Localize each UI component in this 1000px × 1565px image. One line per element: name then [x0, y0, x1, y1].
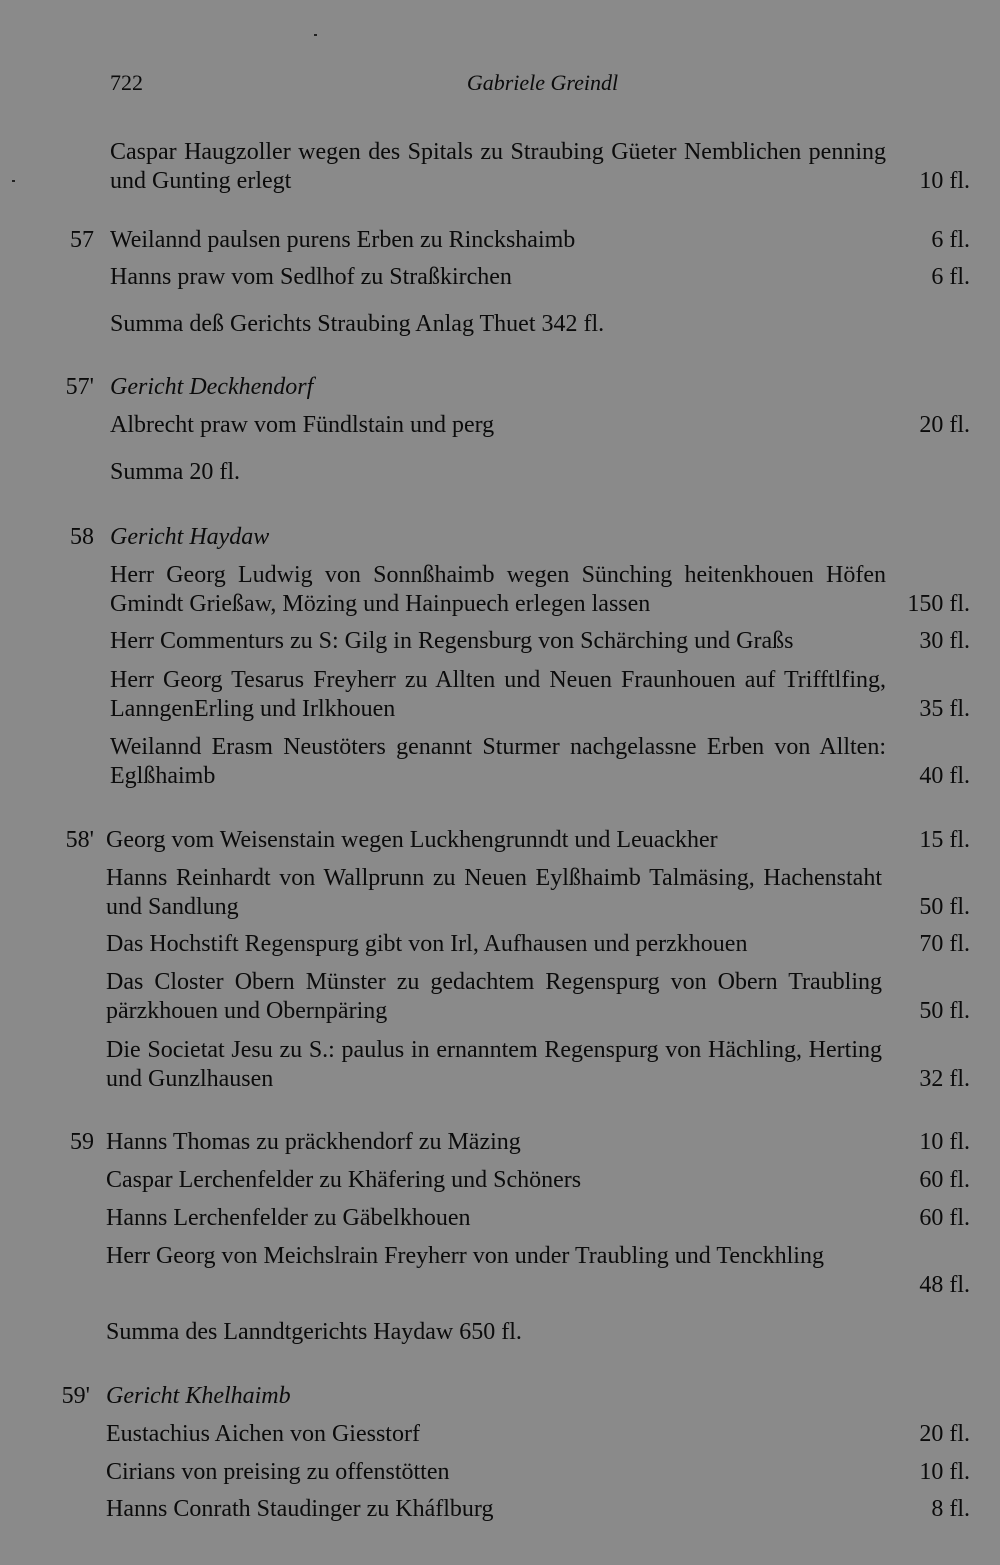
entry-amount: 20 fl. [919, 412, 970, 438]
entry-text: Herr Georg Tesarus Freyherr zu Allten und Neuen Fraunhouen auf Trifftlfing, LanngenErling und Irlkhouen [110, 667, 886, 722]
entry-amount: 15 fl. [919, 827, 970, 853]
entry-amount: 32 fl. [919, 1066, 970, 1092]
entry-text: Caspar Haugzoller wegen des Spitals zu Straubing Güeter Nemblichen penning und Gunting erlegt [110, 139, 886, 194]
entry-amount: 48 fl. [919, 1272, 970, 1298]
entry-amount: 10 fl. [919, 168, 970, 194]
entry-text: Cirians von preising zu offenstötten [106, 1459, 450, 1485]
entry-text: Herr Commenturs zu S: Gilg in Regensburg von Schärching und Graßs [110, 628, 794, 654]
entry-number: 57' [65, 374, 94, 400]
entry-text: Hanns Conrath Staudinger zu Kháflburg [106, 1496, 494, 1522]
entry-text: Weilannd paulsen purens Erben zu Rinckshaimb [110, 227, 576, 253]
section-title: Gericht Khelhaimb [106, 1383, 291, 1409]
entry-amount: 60 fl. [919, 1167, 970, 1193]
entry-text: Hanns praw vom Sedlhof zu Straßkirchen [110, 264, 512, 290]
entry-amount: 30 fl. [919, 628, 970, 654]
entry-number: 57 [70, 227, 94, 253]
entry-amount: 50 fl. [919, 894, 970, 920]
entry-text: Caspar Lerchenfelder zu Khäfering und Schöners [106, 1167, 582, 1193]
entry-amount: 35 fl. [919, 696, 970, 722]
entry-amount: 70 fl. [919, 931, 970, 957]
entry-number: 59 [70, 1129, 94, 1155]
entry-amount: 40 fl. [919, 763, 970, 789]
entry-amount: 6 fl. [931, 227, 970, 253]
running-head: Gabriele Greindl [466, 70, 619, 95]
summary-text: Summa 20 fl. [110, 459, 240, 485]
entry-text: Albrecht praw vom Fündlstain und perg [110, 412, 495, 438]
entry-amount: 10 fl. [919, 1459, 970, 1485]
entry-text: Weilannd Erasm Neustöters genannt Sturmer nachgelassne Erben von Allten: Eglßhaimb [110, 734, 886, 789]
entry-text: Die Societat Jesu zu S.: paulus in ernanntem Regenspurg von Hächling, Herting und Gunzlhausen [106, 1037, 882, 1092]
entry-text: Das Closter Obern Münster zu gedachtem Regenspurg von Obern Traubling pärzkhouen und Obernpäring [106, 969, 882, 1024]
entry-amount: 150 fl. [907, 591, 970, 617]
entry-amount: 20 fl. [919, 1421, 970, 1447]
section-title: Gericht Haydaw [110, 524, 270, 550]
entry-amount: 6 fl. [931, 264, 970, 290]
entry-amount: 60 fl. [919, 1205, 970, 1231]
entry-text: Hanns Thomas zu präckhendorf zu Mäzing [106, 1129, 521, 1155]
page-header [0, 70, 1000, 100]
entry-text: Eustachius Aichen von Giesstorf [106, 1421, 420, 1447]
summary-text: Summa deß Gerichts Straubing Anlag Thuet 342 fl. [110, 311, 605, 337]
entry-number: 58 [70, 524, 94, 550]
scan-speck [314, 34, 317, 36]
entry-number: 58' [65, 827, 94, 853]
page-number: 722 [110, 70, 143, 95]
section-title: Gericht Deckhendorf [110, 374, 314, 400]
entry-text: Hanns Reinhardt von Wallprunn zu Neuen Eylßhaimb Talmäsing, Hachenstaht und Sandlung [106, 865, 882, 920]
entry-text: Hanns Lerchenfelder zu Gäbelkhouen [106, 1205, 471, 1231]
summary-text: Summa des Lanndtgerichts Haydaw 650 fl. [106, 1319, 522, 1345]
entry-text: Herr Georg Ludwig von Sonnßhaimb wegen Sünching heitenkhouen Höfen Gmindt Grießaw, Mözing und Hainpuech erlegen lassen [110, 562, 886, 617]
entry-text: Georg vom Weisenstain wegen Luckhengrunndt und Leuackher [106, 827, 718, 853]
entry-number: 59' [61, 1383, 90, 1409]
entry-amount: 8 fl. [931, 1496, 970, 1522]
entry-text: Herr Georg von Meichslrain Freyherr von under Traubling und Tenckhling [106, 1243, 824, 1269]
scan-speck [12, 180, 15, 182]
entry-amount: 10 fl. [919, 1129, 970, 1155]
entry-amount: 50 fl. [919, 998, 970, 1024]
entry-text: Das Hochstift Regenspurg gibt von Irl, Aufhausen und perzkhouen [106, 931, 748, 957]
